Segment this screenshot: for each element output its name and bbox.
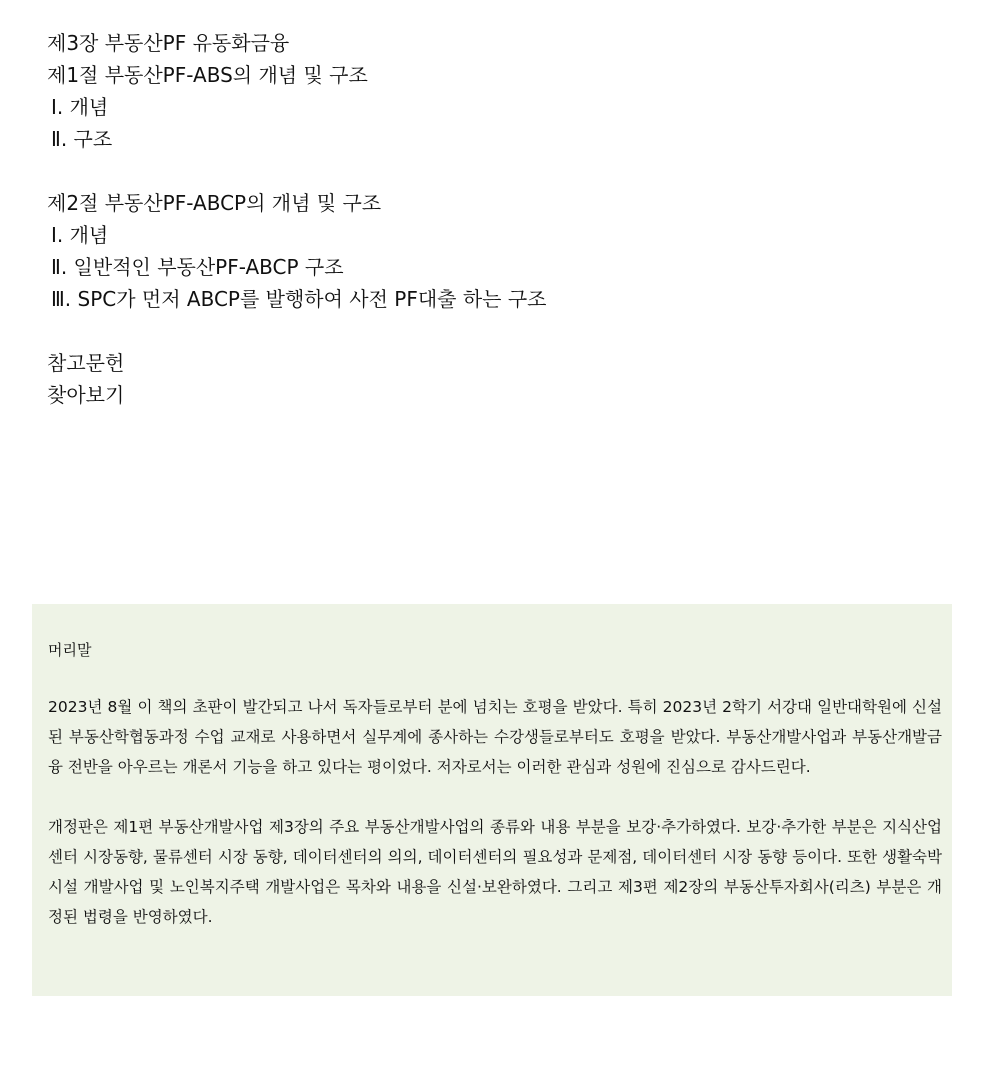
toc-item[interactable]: Ⅰ. 개념: [51, 95, 109, 119]
toc-item[interactable]: Ⅰ. 개념: [51, 223, 109, 247]
preface-title: 머리말: [48, 641, 92, 659]
toc-references[interactable]: 참고문헌: [47, 351, 125, 375]
toc-spacer: [47, 315, 947, 347]
toc-item[interactable]: Ⅲ. SPC가 먼저 ABCP를 발행하여 사전 PF대출 하는 구조: [51, 287, 547, 311]
preface-paragraph: 개정판은 제1편 부동산개발사업 제3장의 주요 부동산개발사업의 종류와 내용 부분을 보강·추가하였다. 보강·추가한 부분은 지식산업센터 시장동향, 물류센터 시장 동향, 데이터센터의 의의, 데이터센터의 필요성과 문제점, 데이터센터 시장 동향 등이다. 또한 생활숙박시설 개발사업 및 노인복지주택 개발사업은 목차와 내용을 신설·보완하였다. 그리고 제3편 제2장의 부동산투자회사(리츠) 부분은 개정된 법령을 반영하였다.: [48, 818, 942, 926]
toc-index[interactable]: 찾아보기: [47, 383, 125, 407]
preface-box: [32, 604, 952, 996]
toc-section-title[interactable]: 제1절 부동산PF-ABS의 개념 및 구조: [47, 63, 368, 87]
preface-paragraph: 2023년 8월 이 책의 초판이 발간되고 나서 독자들로부터 분에 넘치는 호평을 받았다. 특히 2023년 2학기 서강대 일반대학원에 신설된 부동산학협동과정 수업 교재로 사용하면서 실무계에 종사하는 수강생들로부터도 호평을 받았다. 부동산개발사업과 부동산개발금융 전반을 아우르는 개론서 기능을 하고 있다는 평이었다. 저자로서는 이러한 관심과 성원에 진심으로 감사드린다.: [48, 698, 942, 776]
toc-chapter-title[interactable]: 제3장 부동산PF 유동화금융: [47, 31, 290, 55]
toc-item[interactable]: Ⅱ. 구조: [51, 127, 113, 151]
toc-item[interactable]: Ⅱ. 일반적인 부동산PF-ABCP 구조: [51, 255, 344, 279]
toc-section-title[interactable]: 제2절 부동산PF-ABCP의 개념 및 구조: [47, 191, 382, 215]
toc-spacer: [47, 155, 947, 187]
table-of-contents: [47, 27, 947, 411]
